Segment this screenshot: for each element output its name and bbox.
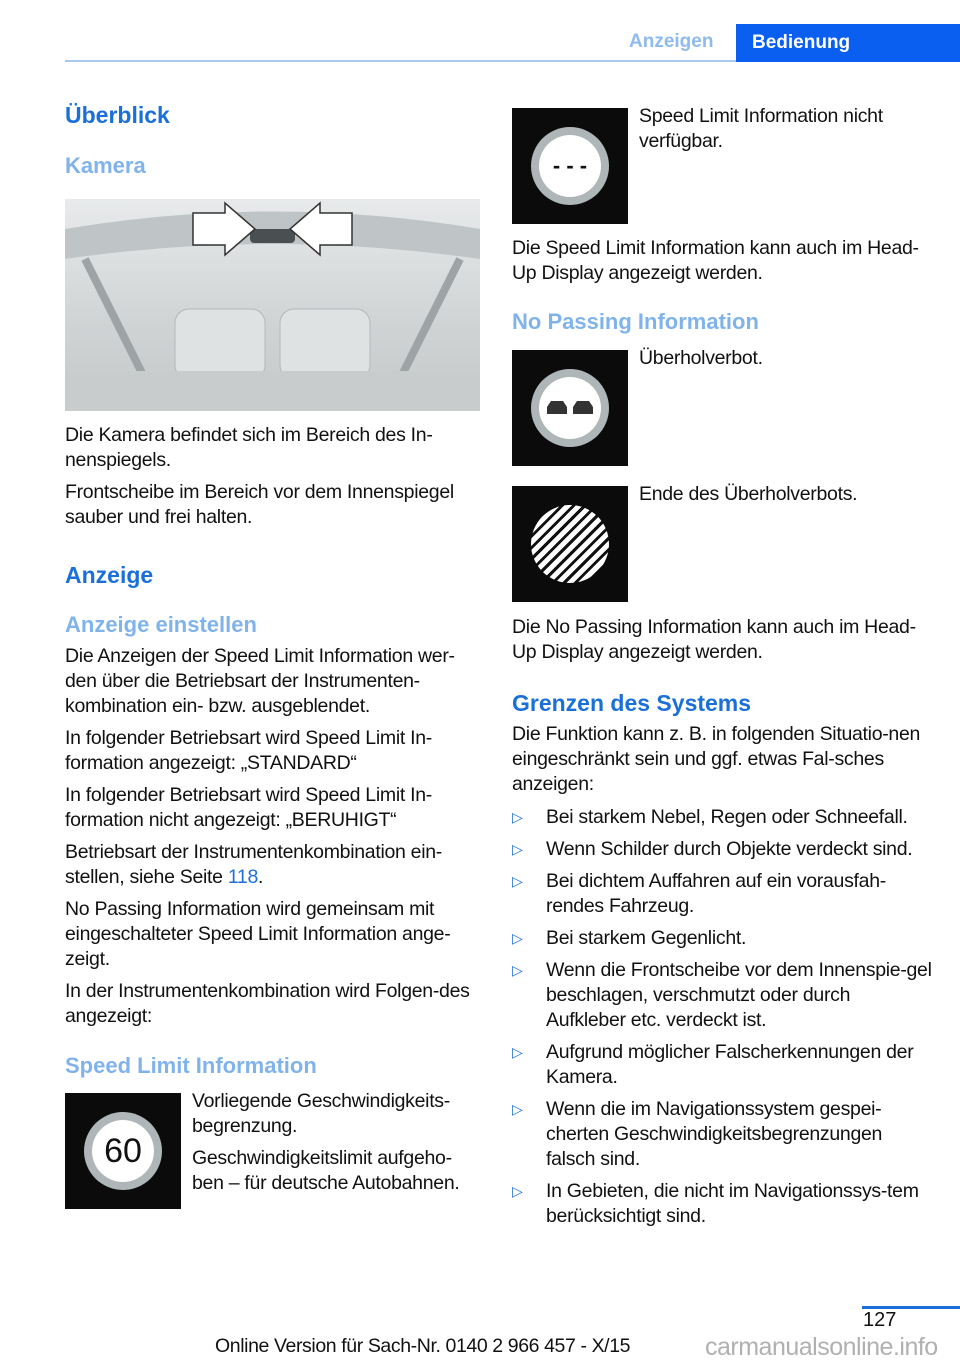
- list-item: [512, 958, 932, 1033]
- arrow-icon: [290, 203, 352, 255]
- tab-bedienung-label: Bedienung: [752, 32, 851, 53]
- not-available-sign: [512, 108, 628, 224]
- page-number: 127: [863, 1309, 897, 1331]
- no-passing-text: Überholverbot.: [639, 347, 763, 369]
- limits-list: [512, 805, 932, 1229]
- no-passing-row: [512, 347, 932, 466]
- list-item: [512, 1097, 932, 1172]
- left-column: [65, 102, 483, 1209]
- text: Betriebsart der Instrumentenkombination ein-stellen, siehe Seite: [65, 841, 443, 888]
- paragraph: No Passing Information wird gemeinsam mit eingeschalteter Speed Limit Information ange-zeigt.: [65, 898, 451, 970]
- no-passing-end-text: Ende des Überholverbots.: [639, 483, 858, 505]
- text: .: [258, 866, 264, 888]
- list-item: [512, 837, 932, 862]
- list-item-text: Bei starkem Nebel, Regen oder Schneefall.: [546, 806, 908, 828]
- speed-limit-value: 60: [92, 1120, 154, 1182]
- limits-text: Die Funktion kann z. B. in folgenden Situatio-nen eingeschränkt sein und ggf. etwas Fal-sches anzeigen:: [512, 723, 921, 795]
- heading-display: Anzeige: [65, 562, 154, 588]
- triangle-bullet-icon: ▷: [512, 809, 523, 825]
- list-item-text: Bei starkem Gegenlicht.: [546, 927, 747, 949]
- not-available-text: Speed Limit Information nicht verfügbar.: [639, 105, 883, 152]
- paragraph: In folgender Betriebsart wird Speed Limit In-formation nicht angezeigt: „BERUHIGT“: [65, 784, 432, 831]
- heading-speed-limit: Speed Limit Information: [65, 1053, 317, 1078]
- list-item: [512, 926, 932, 951]
- tab-bedienung[interactable]: [736, 24, 960, 62]
- heading-no-passing: No Passing Information: [512, 309, 759, 334]
- page-link[interactable]: 118: [227, 866, 259, 888]
- no-passing-end-sign: [512, 486, 628, 602]
- tab-anzeigen[interactable]: Anzeigen: [629, 31, 714, 52]
- list-item-text: Wenn Schilder durch Objekte verdeckt sind.: [546, 838, 913, 860]
- no-passing-sign: [512, 350, 628, 466]
- triangle-bullet-icon: ▷: [512, 873, 523, 889]
- list-item: [512, 869, 932, 919]
- speed-limit-row: [65, 1090, 483, 1209]
- triangle-bullet-icon: ▷: [512, 930, 523, 946]
- triangle-bullet-icon: ▷: [512, 962, 523, 978]
- list-item-text: Wenn die Frontscheibe vor dem Innenspie-gel beschlagen, verschmutzt oder durch Aufkleber etc. verdeckt ist.: [546, 959, 932, 1031]
- list-item-text: Bei dichtem Auffahren auf ein vorausfah-rendes Fahrzeug.: [546, 870, 886, 917]
- hud-text: Die Speed Limit Information kann auch im Head-Up Display angezeigt werden.: [512, 237, 919, 284]
- paragraph: Die Anzeigen der Speed Limit Information wer-den über die Betriebsart der Instrumenten-kombination ein- bzw. ausgeblendet.: [65, 645, 455, 717]
- not-available-dashes: - - -: [539, 135, 601, 197]
- paragraph: In der Instrumentenkombination wird Folgen-des angezeigt:: [65, 980, 470, 1027]
- sli-text-1: Vorliegende Geschwindigkeits-begrenzung.: [192, 1090, 450, 1137]
- triangle-bullet-icon: ▷: [512, 1044, 523, 1060]
- list-item: [512, 1040, 932, 1090]
- sli-text-2: Geschwindigkeitslimit aufgeho-ben – für deutsche Autobahnen.: [192, 1147, 460, 1194]
- not-available-row: [512, 105, 932, 224]
- watermark: carmanualsonline.info: [705, 1333, 938, 1361]
- heading-overview: Überblick: [65, 102, 170, 128]
- right-column: [512, 105, 932, 1236]
- camera-image: [65, 199, 480, 411]
- list-item: [512, 805, 932, 830]
- camera-text-2: Frontscheibe im Bereich vor dem Innenspiegel sauber und frei halten.: [65, 481, 454, 528]
- triangle-bullet-icon: ▷: [512, 841, 523, 857]
- heading-display-settings: Anzeige einstellen: [65, 612, 257, 637]
- speed-limit-sign: [65, 1093, 181, 1209]
- paragraph: In folgender Betriebsart wird Speed Limit In-formation angezeigt: „STANDARD“: [65, 727, 432, 774]
- heading-system-limits: Grenzen des Systems: [512, 690, 752, 716]
- cars-icon: [539, 377, 601, 439]
- triangle-bullet-icon: ▷: [512, 1183, 523, 1199]
- heading-camera: Kamera: [65, 153, 146, 178]
- list-item-text: Wenn die im Navigationssystem gespei-cherten Geschwindigkeitsbegrenzungen falsch sind.: [546, 1098, 883, 1170]
- camera-text-1: Die Kamera befindet sich im Bereich des In-nenspiegels.: [65, 424, 433, 471]
- paragraph: [65, 840, 483, 890]
- no-passing-hud-text: Die No Passing Information kann auch im Head-Up Display angezeigt werden.: [512, 616, 916, 663]
- list-item-text: In Gebieten, die nicht im Navigationssys-tem berücksichtigt sind.: [546, 1180, 919, 1227]
- footer-version: Online Version für Sach-Nr. 0140 2 966 457 - X/15: [215, 1335, 631, 1357]
- no-passing-end-row: [512, 483, 932, 602]
- triangle-bullet-icon: ▷: [512, 1101, 523, 1117]
- list-item-text: Aufgrund möglicher Falscherkennungen der Kamera.: [546, 1041, 914, 1088]
- arrow-icon: [193, 203, 255, 255]
- list-item: [512, 1179, 932, 1229]
